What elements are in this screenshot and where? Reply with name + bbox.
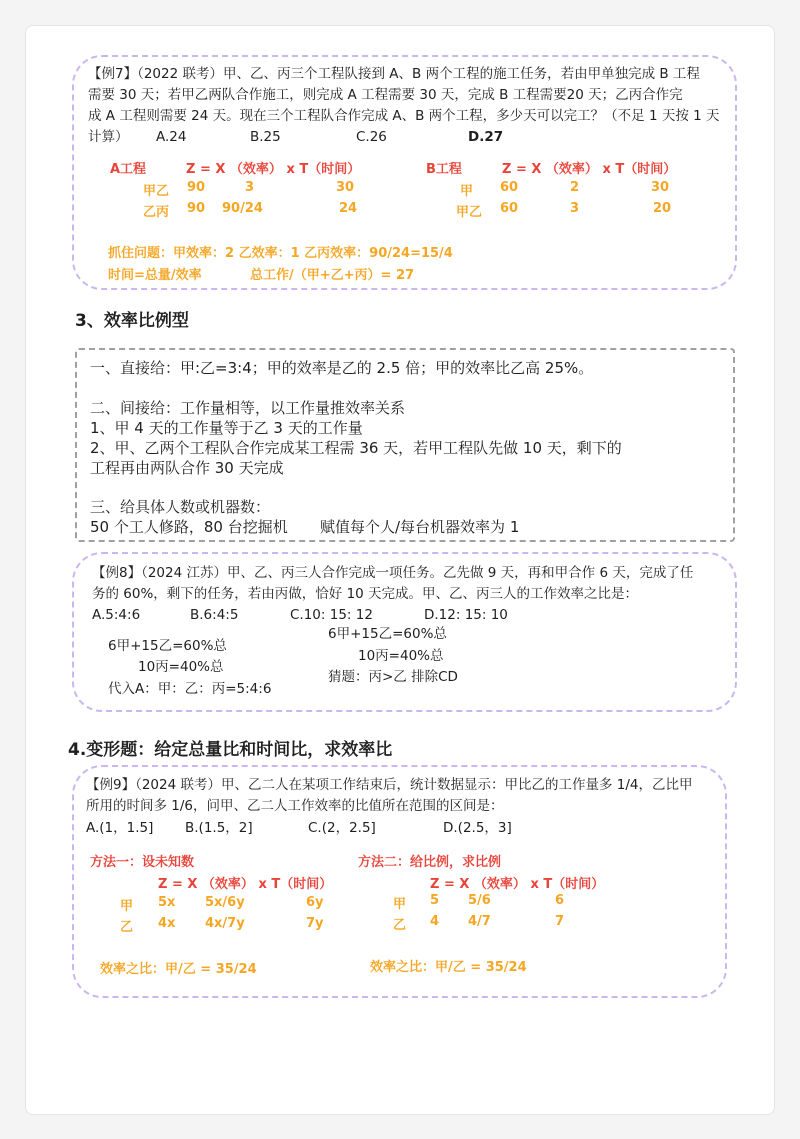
example-8-question-line-2: 务的 60%，剩下的任务，若由丙做，恰好 10 天完成。甲、乙、丙三人的工作效率之比是： [92, 586, 639, 602]
section-3-line-7a: 50 个工人修路，80 台挖掘机 [90, 518, 288, 536]
method-1-row-1-z: 5x [158, 895, 176, 910]
project-b-row-1-z: 60 [500, 180, 519, 195]
example-7-option-a: A.24 [156, 129, 187, 145]
method-2-result: 效率之比：甲/乙 = 35/24 [370, 960, 527, 975]
project-b-row-2-t: 20 [653, 201, 672, 216]
example-7-note-2b: 总工作/（甲+乙+丙）= 27 [250, 268, 415, 283]
project-b-row-1-name: 甲 [460, 184, 474, 199]
method-2-row-2-t: 7 [555, 914, 565, 929]
example-8-option-b: B.6:4:5 [190, 607, 239, 623]
example-7-option-d: D.27 [468, 129, 504, 145]
method-2-row-2-x: 4/7 [468, 914, 491, 929]
project-a-row-2-name: 乙丙 [143, 205, 170, 220]
example-7-note-2a: 时间=总量/效率 [108, 268, 202, 283]
project-b-formula-header: Z = X （效率） x T（时间） [502, 162, 677, 177]
method-1-formula-header: Z = X （效率） x T（时间） [158, 877, 333, 892]
project-a-title: A工程 [110, 162, 147, 177]
example-9-option-a: A.(1，1.5] [86, 820, 154, 836]
method-2-row-1-z: 5 [430, 893, 440, 908]
method-2-title: 方法二：给比例，求比例 [358, 855, 502, 870]
method-1-row-1-x: 5x/6y [205, 895, 245, 910]
example-9-question-line-1: 【例9】（2024 联考）甲、乙二人在某项工作结束后，统计数据显示：甲比乙的工作量多 1/4，乙比甲 [86, 777, 693, 793]
example-9-option-b: B.(1.5，2] [185, 820, 253, 836]
section-3-line-7b: 赋值每个人/每台机器效率为 1 [320, 518, 520, 536]
method-1-row-1-name: 甲 [120, 899, 134, 914]
method-2-row-1-t: 6 [555, 893, 565, 908]
project-b-row-1-x: 2 [570, 180, 580, 195]
project-a-row-1-t: 30 [336, 180, 355, 195]
project-a-row-2-t: 24 [339, 201, 358, 216]
example-8-option-d: D.12: 15: 10 [424, 607, 508, 623]
example-8-question-line-1: 【例8】（2024 江苏）甲、乙、丙三人合作完成一项任务。乙先做 9 天，再和甲合作 6 天，完成了任 [92, 565, 694, 581]
section-3-line-4: 2、甲、乙两个工程队合作完成某工程需 36 天，若甲工程队先做 10 天，剩下的 [90, 439, 622, 457]
example-9-option-d: D.(2.5，3] [443, 820, 512, 836]
method-2-row-2-name: 乙 [393, 918, 407, 933]
example-8-left-line-2: 10丙=40%总 [138, 659, 224, 675]
section-3-line-6: 三、给具体人数或机器数： [90, 498, 271, 516]
method-2-formula-header: Z = X （效率） x T（时间） [430, 877, 605, 892]
method-1-row-2-x: 4x/7y [205, 916, 245, 931]
project-b-row-2-z: 60 [500, 201, 519, 216]
project-a-row-1-x: 3 [245, 180, 255, 195]
example-8-right-line-3: 猜题：丙>乙 排除CD [328, 669, 458, 685]
project-a-row-2-z: 90 [187, 201, 206, 216]
method-1-title: 方法一：设未知数 [90, 855, 195, 870]
example-7-option-b: B.25 [250, 129, 281, 145]
example-7-question-line-4: 计算） [88, 129, 129, 145]
method-1-row-2-z: 4x [158, 916, 176, 931]
example-9-question-line-2: 所用的时间多 1/6，问甲、乙二人工作效率的比值所在范围的区间是： [86, 798, 504, 814]
example-8-left-line-3: 代入A：甲：乙：丙=5:4:6 [108, 681, 272, 697]
example-7-question-line-2: 需要 30 天；若甲乙两队合作施工，则完成 A 工程需要 30 天，完成 B 工程需要20 天；乙丙合作完 [88, 87, 683, 103]
section-4-title: 4.变形题：给定总量比和时间比，求效率比 [68, 740, 393, 760]
example-7-note-1: 抓住问题：甲效率：2 乙效率：1 乙丙效率：90/24=15/4 [108, 246, 453, 261]
section-3-line-5: 工程再由两队合作 30 天完成 [90, 459, 284, 477]
method-2-row-1-x: 5/6 [468, 893, 491, 908]
example-8-option-a: A.5:4:6 [92, 607, 141, 623]
section-3-line-1: 一、直接给：甲:乙=3:4；甲的效率是乙的 2.5 倍；甲的效率比乙高 25%。 [90, 359, 594, 377]
section-3-line-3: 1、甲 4 天的工作量等于乙 3 天的工作量 [90, 419, 363, 437]
project-a-row-2-x: 90/24 [222, 201, 263, 216]
method-1-row-2-name: 乙 [120, 920, 134, 935]
project-a-row-1-name: 甲乙 [143, 184, 170, 199]
section-3-line-2: 二、间接给：工作量相等，以工作量推效率关系 [90, 399, 406, 417]
example-8-option-c: C.10: 15: 12 [290, 607, 373, 623]
project-a-row-1-z: 90 [187, 180, 206, 195]
example-8-right-line-2: 10丙=40%总 [358, 648, 444, 664]
example-7-question-line-3: 成 A 工程则需要 24 天。现在三个工程队合作完成 A、B 两个工程，多少天可以完工？（不足 1 天按 1 天 [88, 108, 720, 124]
project-b-row-2-x: 3 [570, 201, 580, 216]
method-1-row-1-t: 6y [306, 895, 324, 910]
method-2-row-2-z: 4 [430, 914, 440, 929]
project-a-formula-header: Z = X （效率） x T（时间） [186, 162, 361, 177]
project-b-row-1-t: 30 [651, 180, 670, 195]
example-8-right-line-1: 6甲+15乙=60%总 [328, 626, 447, 642]
example-7-question-line-1: 【例7】（2022 联考）甲、乙、丙三个工程队接到 A、B 两个工程的施工任务，若由甲单独完成 B 工程 [88, 66, 700, 82]
example-8-left-line-1: 6甲+15乙=60%总 [108, 638, 227, 654]
example-7-option-c: C.26 [356, 129, 387, 145]
project-b-title: B工程 [426, 162, 462, 177]
example-9-option-c: C.(2，2.5] [308, 820, 376, 836]
project-b-row-2-name: 甲乙 [456, 205, 483, 220]
section-3-title: 3、效率比例型 [75, 311, 189, 331]
method-1-row-2-t: 7y [306, 916, 324, 931]
method-2-row-1-name: 甲 [393, 897, 407, 912]
method-1-result: 效率之比：甲/乙 = 35/24 [100, 962, 257, 977]
